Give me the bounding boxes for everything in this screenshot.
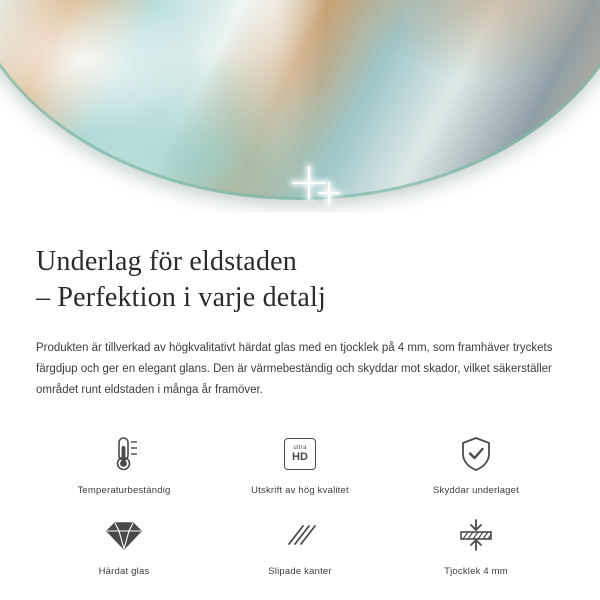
ultra-hd-top-text: ultra [293, 445, 307, 451]
feature-item-tempered-glass [36, 512, 212, 577]
feature-label: Slipade kanter [268, 566, 332, 577]
feature-label: Utskrift av hög kvalitet [251, 485, 349, 496]
diamond-icon [105, 512, 143, 558]
feature-label: Tjocklek 4 mm [444, 566, 508, 577]
page-title [36, 244, 564, 316]
feature-label: Temperaturbeständig [77, 485, 171, 496]
feature-list [36, 431, 564, 577]
headline-line-2: – Perfektion i varje detalj [36, 282, 326, 313]
shield-check-icon [459, 431, 493, 477]
feature-item-print-quality [212, 431, 388, 496]
feature-item-surface-protection [388, 431, 564, 496]
feature-label: Skyddar underlaget [433, 485, 519, 496]
feature-item-temperature [36, 431, 212, 496]
ultra-hd-bottom-text: HD [292, 451, 308, 463]
content-area [0, 244, 600, 577]
ultra-hd-icon [284, 431, 316, 477]
thermometer-icon [107, 431, 141, 477]
glass-board-disc [0, 0, 600, 200]
feature-item-polished-edges [212, 512, 388, 577]
headline-line-1: Underlag för eldstaden [36, 246, 297, 277]
thickness-4mm-icon [457, 512, 495, 558]
hero-image [0, 0, 600, 212]
polished-edges-icon [283, 512, 317, 558]
feature-item-thickness [388, 512, 564, 577]
product-description: Produkten är tillverkad av högkvalitativt härdat glas med en tjocklek på 4 mm, som framhäver tryckets färgdjup och ger en elegant glans. Den är värmebeständig och skyddar mot skador, vilket säkerställer området runt eldstaden i många år framöver. [36, 342, 553, 396]
feature-label: Härdat glas [98, 566, 150, 577]
